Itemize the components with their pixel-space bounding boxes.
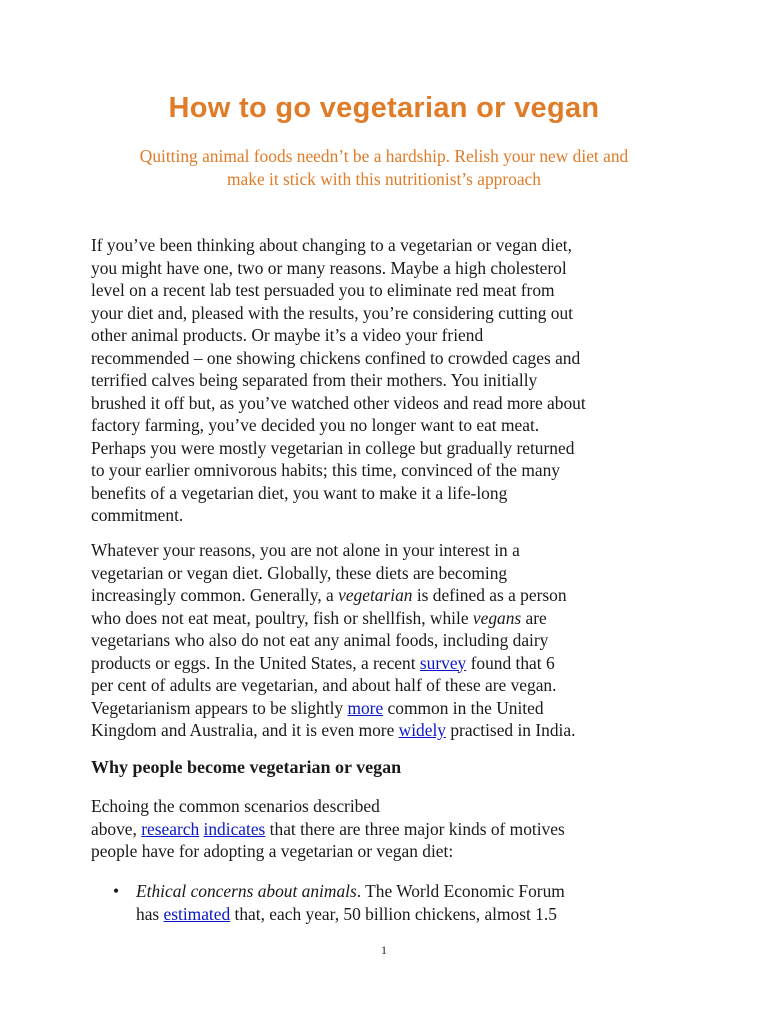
text-run: Vegetarianism appears to be slightly	[91, 697, 348, 718]
text-run: practised in India.	[446, 720, 576, 740]
text-run: who does not eat meat, poultry, fish or shellfish, while	[91, 607, 473, 628]
paragraph-line: level on a recent lab test persuaded you to eliminate red meat from	[91, 280, 555, 300]
text-run: Kingdom and Australia, and it is even more	[91, 720, 399, 740]
list-item-line	[136, 880, 691, 903]
text-run: has	[136, 903, 164, 924]
text-run: Whatever your reasons, you are not alone in your interest in a	[91, 540, 520, 560]
paragraph-line: Perhaps you were mostly vegetarian in college but gradually returned	[91, 437, 575, 458]
page-title: How to go vegetarian or vegan	[168, 92, 600, 124]
paragraph-line: terrified calves being separated from their mothers. You initially	[91, 370, 538, 390]
text-run: are	[521, 607, 547, 628]
text-run: people have for adopting a vegetarian or vegan diet:	[91, 841, 454, 861]
paragraph-line: to your earlier omnivorous habits; this time, convinced of the many	[91, 460, 560, 480]
paragraph-line: other animal products. Or maybe it’s a video your friend	[91, 325, 484, 345]
emphasis-ethical-concerns: Ethical concerns about animals	[136, 881, 357, 901]
paragraph-line	[91, 584, 691, 607]
text-run: Echoing the common scenarios described	[91, 796, 380, 816]
subtitle-line: make it stick with this nutritionist’s approach	[227, 168, 541, 189]
research-link[interactable]: research	[141, 818, 200, 839]
page-number: 1	[381, 943, 387, 957]
paragraph-line: commitment.	[91, 505, 184, 525]
text-run: . The World Economic Forum	[356, 881, 565, 901]
paragraph-line	[91, 674, 691, 697]
paragraph-line: factory farming, you’ve decided you no longer want to eat meat.	[91, 415, 540, 435]
motives-list	[91, 880, 691, 925]
paragraph-line	[91, 840, 691, 863]
text-run: above,	[91, 818, 142, 839]
paragraph-line: If you’ve been thinking about changing to a vegetarian or vegan diet,	[91, 235, 572, 255]
bullet-marker: •	[113, 881, 120, 901]
paragraph-intro	[91, 234, 691, 527]
subtitle-line: Quitting animal foods needn’t be a hardship. Relish your new diet and	[139, 146, 629, 166]
paragraph-line	[91, 697, 691, 720]
paragraph-line	[91, 818, 691, 841]
paragraph-motives	[91, 795, 691, 863]
paragraph-line: your diet and, pleased with the results, you’re considering cutting out	[91, 302, 573, 323]
text-run: vegetarian or vegan diet. Globally, these diets are becoming	[91, 562, 508, 583]
text-run: that, each year, 50 billion chickens, almost 1.5	[230, 903, 557, 924]
more-link[interactable]: more	[347, 697, 384, 718]
text-run: products or eggs. In the United States, a recent	[91, 652, 420, 673]
paragraph-line	[91, 562, 691, 585]
text-run: per cent of adults are vegetarian, and about half of these are vegan.	[91, 675, 557, 695]
subtitle	[100, 145, 668, 190]
text-run: common in the United	[383, 697, 544, 718]
text-run: found that 6	[466, 652, 555, 673]
paragraph-line	[91, 652, 691, 675]
emphasis-vegetarian: vegetarian	[338, 585, 413, 605]
text-run: vegetarians who also do not eat any animal foods, including dairy	[91, 630, 549, 650]
paragraph-line	[91, 629, 691, 652]
paragraph-line	[91, 607, 691, 630]
emphasis-vegans: vegans	[472, 607, 522, 628]
paragraph-line: benefits of a vegetarian diet, you want to make it a life-long	[91, 482, 508, 503]
text-run: that there are three major kinds of motives	[265, 818, 565, 839]
text-run: is defined as a person	[412, 585, 567, 605]
paragraph-line	[91, 539, 691, 562]
paragraph-line: brushed it off but, as you’ve watched other videos and read more about	[91, 392, 586, 413]
estimated-link[interactable]: estimated	[163, 903, 231, 924]
survey-link[interactable]: survey	[419, 652, 467, 673]
paragraph-line	[91, 719, 691, 742]
list-item	[91, 880, 691, 925]
widely-link[interactable]: widely	[398, 720, 446, 740]
section-heading: Why people become vegetarian or vegan	[91, 757, 402, 777]
paragraph-prevalence	[91, 539, 691, 742]
text-run: increasingly common. Generally, a	[91, 585, 339, 605]
paragraph-line: recommended – one showing chickens confined to crowded cages and	[91, 347, 581, 368]
paragraph-line	[91, 795, 691, 818]
paragraph-line: you might have one, two or many reasons. Maybe a high cholesterol	[91, 257, 567, 278]
indicates-link[interactable]: indicates	[203, 818, 266, 839]
list-item-line	[136, 903, 691, 926]
